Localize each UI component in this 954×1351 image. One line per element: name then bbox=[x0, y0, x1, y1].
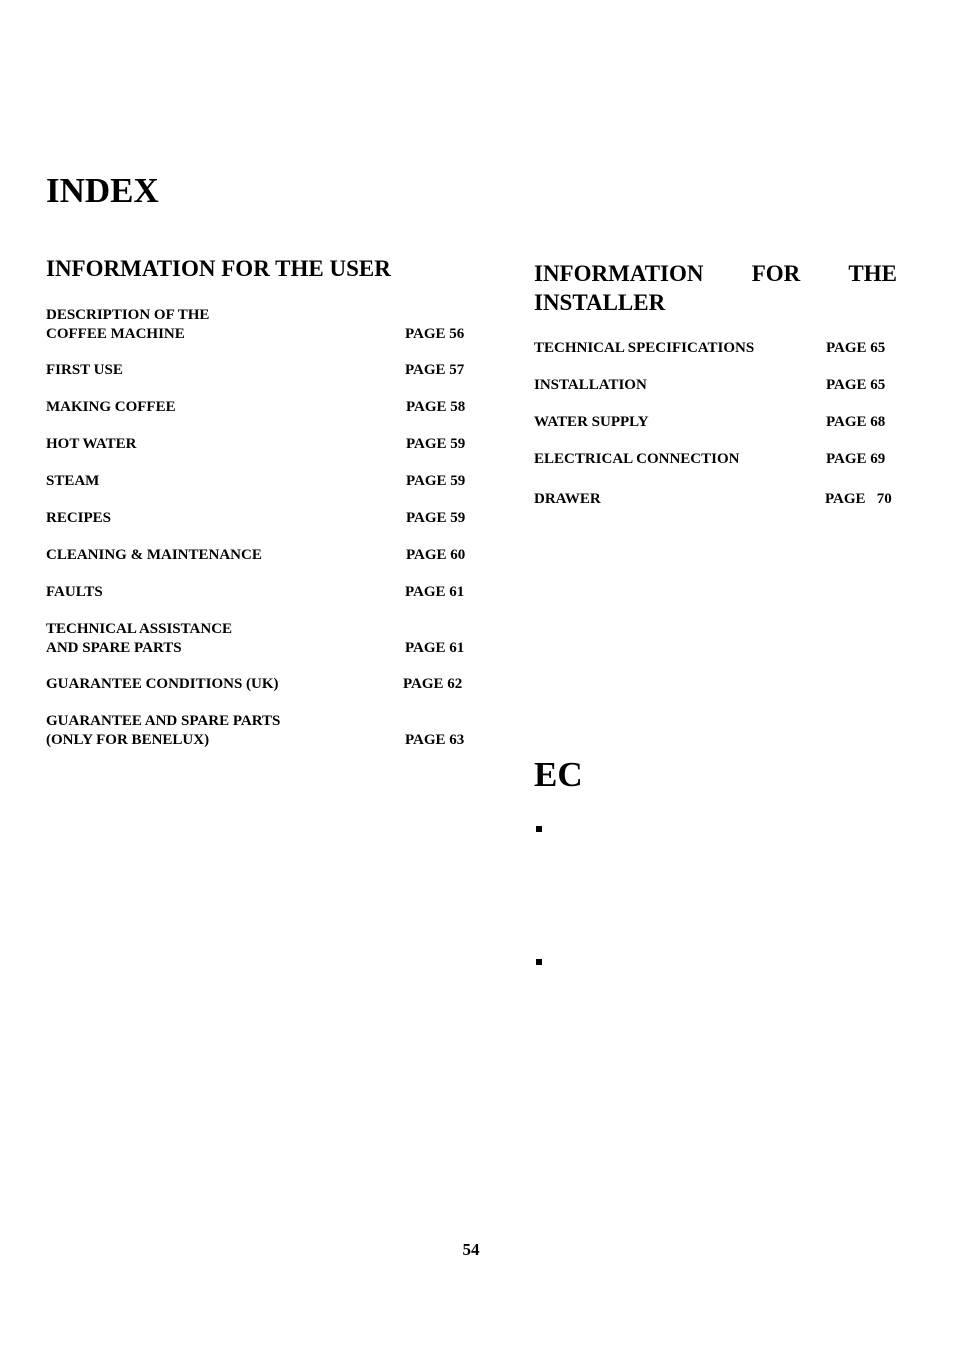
user-section-heading: INFORMATION FOR THE USER bbox=[46, 256, 391, 281]
entry-page: PAGE 56 bbox=[405, 325, 465, 342]
page-title: INDEX bbox=[46, 171, 159, 210]
entry-label-line: AND SPARE PARTS bbox=[46, 639, 182, 656]
entry-page: PAGE 58 bbox=[406, 399, 466, 415]
bullet-icon bbox=[536, 826, 542, 832]
entry-page: PAGE 59 bbox=[406, 510, 466, 526]
entry-page: PAGE 65 bbox=[826, 340, 886, 356]
installer-heading-word: INFORMATION bbox=[534, 261, 704, 286]
entry-page: PAGE 59 bbox=[406, 473, 466, 489]
entry-label: MAKING COFFEE bbox=[46, 399, 176, 415]
entry-page: PAGE 62 bbox=[403, 676, 463, 692]
installer-section-heading bbox=[534, 259, 897, 317]
entry-page: PAGE 59 bbox=[406, 436, 466, 452]
ec-heading: EC bbox=[534, 755, 583, 794]
page-number: 54 bbox=[462, 1240, 480, 1259]
entry-label: INSTALLATION bbox=[534, 377, 647, 393]
entry-page: PAGE 61 bbox=[405, 639, 465, 656]
entry-label-line: DESCRIPTION OF THE bbox=[46, 307, 210, 323]
entry-page: PAGE 70 bbox=[825, 491, 892, 507]
entry-label bbox=[46, 306, 209, 343]
entry-label bbox=[46, 620, 232, 657]
entry-label: HOT WATER bbox=[46, 436, 137, 452]
entry-label: TECHNICAL SPECIFICATIONS bbox=[534, 340, 755, 356]
entry-page: PAGE 68 bbox=[826, 414, 886, 430]
entry-page: PAGE 65 bbox=[826, 377, 886, 393]
entry-label: ELECTRICAL CONNECTION bbox=[534, 451, 740, 467]
entry-label: FIRST USE bbox=[46, 362, 123, 378]
entry-label: CLEANING & MAINTENANCE bbox=[46, 547, 262, 563]
installer-heading-line2: INSTALLER bbox=[534, 290, 666, 315]
entry-page: PAGE 61 bbox=[405, 584, 465, 600]
entry-label-line: GUARANTEE AND SPARE PARTS bbox=[46, 713, 281, 729]
entry-label-line: COFFEE MACHINE bbox=[46, 325, 185, 342]
entry-page: PAGE 60 bbox=[406, 547, 466, 563]
entry-label-line: TECHNICAL ASSISTANCE bbox=[46, 621, 233, 637]
entry-page: PAGE 63 bbox=[405, 731, 465, 748]
bullet-icon bbox=[536, 959, 542, 965]
entry-label: STEAM bbox=[46, 473, 100, 489]
entry-label-line: (ONLY FOR BENELUX) bbox=[46, 731, 210, 748]
entry-label: DRAWER bbox=[534, 491, 601, 507]
entry-label: RECIPES bbox=[46, 510, 112, 526]
entry-label bbox=[46, 712, 280, 749]
entry-label: WATER SUPPLY bbox=[534, 414, 649, 430]
entry-label: FAULTS bbox=[46, 584, 103, 600]
entry-page: PAGE 69 bbox=[826, 451, 886, 467]
entry-page: PAGE 57 bbox=[405, 362, 465, 378]
installer-heading-word: THE bbox=[848, 261, 897, 286]
installer-heading-word: FOR bbox=[751, 261, 801, 286]
entry-label: GUARANTEE CONDITIONS (UK) bbox=[46, 676, 279, 692]
